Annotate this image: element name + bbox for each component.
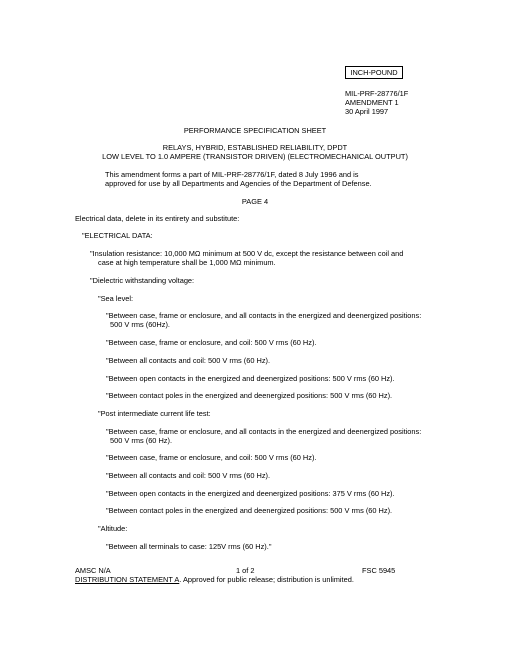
sea-level-item-1-line-2: 500 V rms (60Hz). [110,320,170,329]
post-life-item-2: "Between case, frame or enclosure, and coil: 500 V rms (60 Hz). [106,453,317,462]
fsc-code: FSC 5945 [362,566,396,575]
inch-pound-box: INCH-POUND [345,66,403,79]
post-life-test-heading: "Post intermediate current life test: [98,409,211,418]
distribution-label: DISTRIBUTION STATEMENT A [75,575,180,584]
altitude-item: "Between all terminals to case: 125V rms (60 Hz)." [106,542,272,551]
sea-level-item-4: "Between open contacts in the energized and deenergized positions: 500 V rms (60 Hz). [106,374,395,383]
post-life-item-4: "Between open contacts in the energized and deenergized positions: 375 V rms (60 Hz). [106,489,395,498]
distribution-statement [75,575,354,584]
sea-level-item-1-line-1: "Between case, frame or enclosure, and all contacts in the energized and deenergized positions: [106,311,422,320]
intro-line-2: approved for use by all Departments and Agencies of the Department of Defense. [105,179,372,188]
altitude-heading: "Altitude: [98,524,128,533]
document-title: PERFORMANCE SPECIFICATION SHEET [183,126,327,135]
sea-level-item-5: "Between contact poles in the energized and deenergized positions: 500 V rms (60 Hz). [106,391,393,400]
post-life-item-1-line-2: 500 V rms (60 Hz). [110,436,173,445]
instruction: Electrical data, delete in its entirety and substitute: [75,214,240,223]
amendment-label: AMENDMENT 1 [345,98,399,107]
subtitle-line-1: RELAYS, HYBRID, ESTABLISHED RELIABILITY, DPDT [162,143,348,152]
sea-level-heading: "Sea level: [98,294,134,303]
amsc-label: AMSC N/A [75,566,111,575]
sea-level-item-3: "Between all contacts and coil: 500 V rms (60 Hz). [106,356,271,365]
post-life-item-1-line-1: "Between case, frame or enclosure, and all contacts in the energized and deenergized positions: [106,427,422,436]
insulation-resistance-line-2: case at high temperature shall be 1,000 MΩ minimum. [98,258,276,267]
amendment-date: 30 April 1997 [345,107,389,116]
post-life-item-5: "Between contact poles in the energized and deenergized positions: 500 V rms (60 Hz). [106,506,393,515]
page-count: 1 of 2 [236,566,255,575]
post-life-item-3: "Between all contacts and coil: 500 V rms (60 Hz). [106,471,271,480]
insulation-resistance-line-1: "Insulation resistance: 10,000 MΩ minimum at 500 V dc, except the resistance between coil and [90,249,404,258]
dielectric-heading: "Dielectric withstanding voltage: [90,276,195,285]
electrical-data-heading: "ELECTRICAL DATA: [82,231,153,240]
intro-line-1: This amendment forms a part of MIL-PRF-28776/1F, dated 8 July 1996 and is [105,170,359,179]
page-label: PAGE 4 [241,197,269,206]
subtitle-line-2: LOW LEVEL TO 1.0 AMPERE (TRANSISTOR DRIVEN) (ELECTROMECHANICAL OUTPUT) [102,152,408,161]
doc-number: MIL-PRF-28776/1F [345,89,409,98]
sea-level-item-2: "Between case, frame or enclosure, and coil: 500 V rms (60 Hz). [106,338,317,347]
distribution-text: . Approved for public release; distribution is unlimited. [179,575,354,584]
